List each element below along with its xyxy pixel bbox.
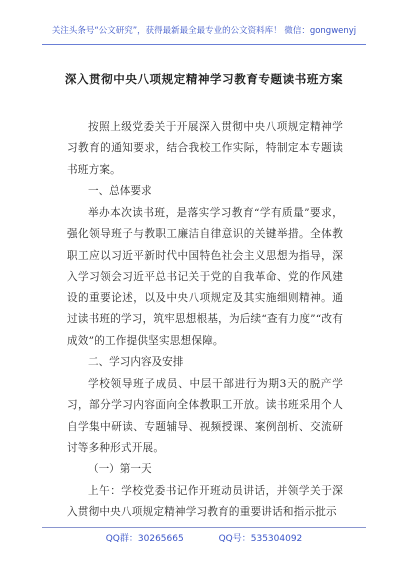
section-heading-general-requirements: 一、总体要求 xyxy=(88,185,152,197)
footer-qq-group: QQ群：30265665 xyxy=(105,534,184,544)
section-paragraph-general-requirements: 举办本次读书班，是落实学习教育“学有质量”要求，强化领导班子与教职工廉洁自律意识的关键举措。全体教职工应以习近平新时代中国特色社会主义思想为指导，深入学习领会习近平总书记关于党的自我革命、党的作风建设的重要论述，以及中央八项规定及其实施细则精神。通过读书班的学习，筑牢思想根基，为后续“查有力度”“改有成效”的工作提供坚实思想保障。 xyxy=(67,207,343,347)
subsection-paragraph-day-one: 上午：学校党委书记作开班动员讲话，并领学关于深入贯彻中央八项规定精神学习教育的重要讲话和指示批示 xyxy=(67,485,343,519)
intro-paragraph: 按照上级党委关于开展深入贯彻中央八项规定精神学习教育的通知要求，结合我校工作实际，特制定本专题读书班方案。 xyxy=(67,121,343,176)
document-title: 深入贯彻中央八项规定精神学习教育专题读书班方案 xyxy=(64,72,344,86)
section-paragraph-content-schedule: 学校领导班子成员、中层干部进行为期3天的脱产学习，部分学习内容面向全体教职工开放。读书班采用个人自学集中研读、专题辅导、视频授课、案例剖析、交流研讨等多种形式开展。 xyxy=(67,378,343,454)
subsection-heading-day-one: （一）第一天 xyxy=(88,463,152,475)
header-divider xyxy=(42,44,366,45)
header-promo-note: 关注头条号“公文研究”，获得最新最全最专业的公文资料库！ 微信：gongwenyj xyxy=(51,26,357,36)
section-heading-content-schedule: 二、学习内容及安排 xyxy=(88,356,184,368)
footer-divider xyxy=(42,527,366,528)
footer-qq-number: QQ号：535304092 xyxy=(218,534,303,544)
footer-contact xyxy=(0,531,408,544)
